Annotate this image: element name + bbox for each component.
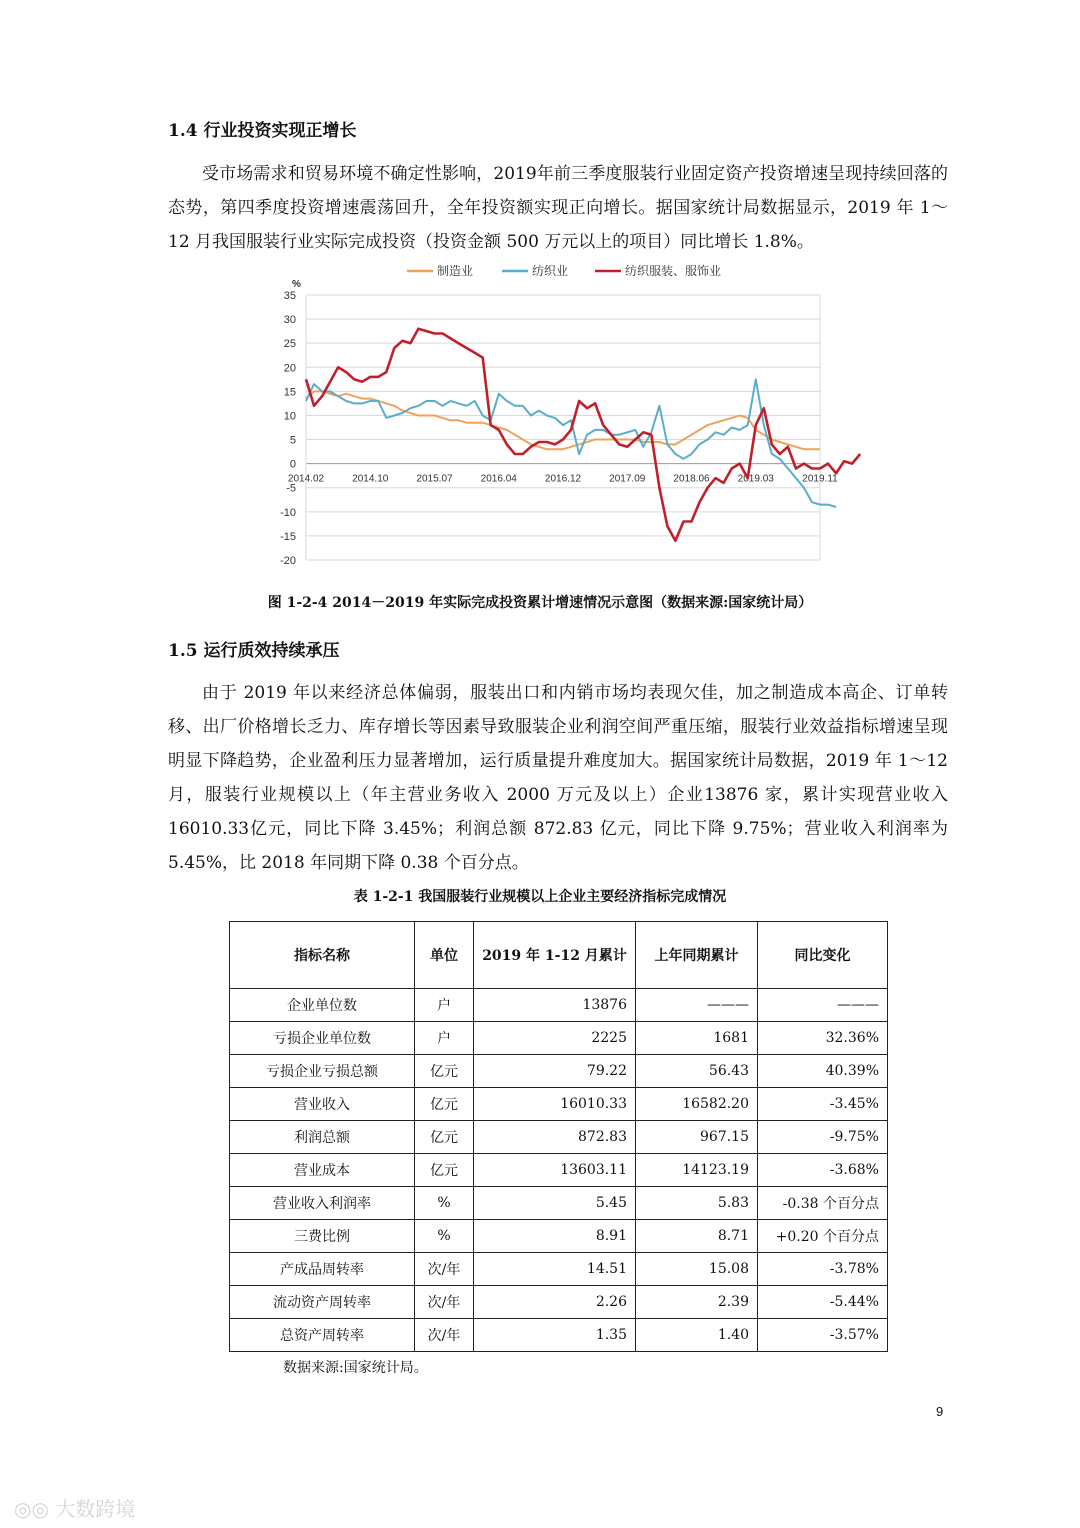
cell-current: 16010.33 — [474, 1088, 636, 1121]
y-tick-label: 10 — [283, 410, 296, 423]
x-tick-label: 2016.12 — [544, 473, 582, 485]
cell-indicator: 流动资产周转率 — [230, 1286, 415, 1319]
y-tick-label: 15 — [283, 386, 296, 399]
y-tick-label: 0 — [289, 458, 296, 471]
cell-unit: 亿元 — [415, 1055, 474, 1088]
cell-yoy: +0.20 个百分点 — [758, 1220, 888, 1253]
figure-caption: 图 1-2-4 2014－2019 年实际完成投资累计增速情况示意图（数据来源:国家统计局） — [267, 595, 813, 611]
y-tick-label: -15 — [280, 530, 296, 543]
cell-previous: 967.15 — [636, 1121, 758, 1154]
x-tick-label: 2014.10 — [352, 473, 389, 485]
x-tick-label: 2019.03 — [737, 473, 774, 485]
series-line-2 — [306, 329, 860, 541]
page-number: 9 — [936, 1404, 944, 1419]
cell-current: 2.26 — [474, 1286, 636, 1319]
watermark-logo — [14, 1493, 135, 1522]
cell-previous: 1.40 — [636, 1319, 758, 1352]
cell-previous: 14123.19 — [636, 1154, 758, 1187]
cell-yoy: 40.39% — [758, 1055, 888, 1088]
cell-unit: % — [415, 1220, 474, 1253]
cell-yoy: -3.68% — [758, 1154, 888, 1187]
cell-current: 5.45 — [474, 1187, 636, 1220]
table-row — [230, 1088, 888, 1121]
legend-label: 纺织服装、服饰业 — [625, 264, 722, 278]
cell-unit: 次/年 — [415, 1253, 474, 1286]
cell-unit: 亿元 — [415, 1088, 474, 1121]
legend-label: 制造业 — [437, 264, 474, 278]
y-tick-label: 20 — [283, 362, 296, 375]
cell-current: 1.35 — [474, 1319, 636, 1352]
y-tick-label: -10 — [280, 506, 296, 519]
table-row — [230, 1220, 888, 1253]
cell-previous: 5.83 — [636, 1187, 758, 1220]
cell-indicator: 利润总额 — [230, 1121, 415, 1154]
table-row — [230, 1154, 888, 1187]
section-1-4-title: 1.4 行业投资实现正增长 — [168, 121, 357, 141]
y-tick-label: -5 — [286, 482, 296, 495]
cell-indicator: 三费比例 — [230, 1220, 415, 1253]
cell-yoy: -9.75% — [758, 1121, 888, 1154]
y-tick-label: 30 — [283, 314, 296, 327]
table-caption: 表 1-2-1 我国服装行业规模以上企业主要经济指标完成情况 — [353, 889, 727, 905]
section-1-5-title: 1.5 运行质效持续承压 — [168, 641, 340, 661]
table-row — [230, 1022, 888, 1055]
header-current: 2019 年 1-12 月累计 — [474, 922, 636, 989]
y-tick-label: 5 — [289, 434, 296, 447]
cell-current: 79.22 — [474, 1055, 636, 1088]
cell-current: 872.83 — [474, 1121, 636, 1154]
table-row — [230, 1187, 888, 1220]
section-1-5-paragraph: 由于 2019 年以来经济总体偏弱，服装出口和内销市场均表现欠佳，加之制造成本高企、订单转移、出厂价格增长乏力、库存增长等因素导致服装企业利润空间严重压缩，服装行业效益指标增速呈现明显下降趋势，企业盈利压力显著增加，运行质量提升难度加大。据国家统计局数据，2019 年 1～12 月，服装行业规模以上（年主营业务收入 2000 万元及以上）企业13876 家，累计实现营业收入16010.33亿元，同比下降 3.45%；利润总额 872.83 亿元，同比下降 9.75%；营业收入利润率为 5.45%，比 2018 年同期下降 0.38 个百分点。 — [168, 683, 948, 873]
indicator-table — [229, 921, 888, 1352]
cell-previous: 1681 — [636, 1022, 758, 1055]
watermark-text: 大数跨境 — [55, 1497, 136, 1521]
table-row — [230, 1121, 888, 1154]
x-tick-label: 2016.04 — [480, 473, 517, 485]
legend-label: 纺织业 — [532, 264, 569, 278]
table-row — [230, 1253, 888, 1286]
table-row — [230, 1319, 888, 1352]
cell-indicator: 营业收入利润率 — [230, 1187, 415, 1220]
cell-yoy: -3.57% — [758, 1319, 888, 1352]
cell-unit: 次/年 — [415, 1319, 474, 1352]
table-row — [230, 1055, 888, 1088]
cell-indicator: 总资产周转率 — [230, 1319, 415, 1352]
y-tick-label: 25 — [283, 338, 296, 351]
cell-previous: ——— — [636, 989, 758, 1022]
cell-previous: 8.71 — [636, 1220, 758, 1253]
cell-unit: 亿元 — [415, 1154, 474, 1187]
table-row — [230, 1286, 888, 1319]
cell-yoy: 32.36% — [758, 1022, 888, 1055]
cell-indicator: 产成品周转率 — [230, 1253, 415, 1286]
cell-unit: 亿元 — [415, 1121, 474, 1154]
x-tick-label: 2019.11 — [802, 473, 838, 485]
table-row — [230, 989, 888, 1022]
x-tick-label: 2018.06 — [673, 473, 710, 485]
y-tick-label: -20 — [280, 555, 296, 567]
cell-current: 2225 — [474, 1022, 636, 1055]
cell-indicator: 亏损企业亏损总额 — [230, 1055, 415, 1088]
cell-unit: 次/年 — [415, 1286, 474, 1319]
cell-current: 13603.11 — [474, 1154, 636, 1187]
cell-current: 14.51 — [474, 1253, 636, 1286]
cell-yoy: -3.78% — [758, 1253, 888, 1286]
cell-previous: 15.08 — [636, 1253, 758, 1286]
x-tick-label: 2017.09 — [609, 473, 646, 485]
y-tick-label: 35 — [283, 290, 296, 302]
cell-indicator: 亏损企业单位数 — [230, 1022, 415, 1055]
section-1-4-paragraph: 受市场需求和贸易环境不确定性影响，2019年前三季度服装行业固定资产投资增速呈现持续回落的态势，第四季度投资增速震荡回升，全年投资额实现正向增长。据国家统计局数据显示，2019 年 1～12 月我国服装行业实际完成投资（投资金额 500 万元以上的项目）同比增长 1.8%。 — [168, 164, 948, 252]
cell-previous: 56.43 — [636, 1055, 758, 1088]
cell-unit: % — [415, 1187, 474, 1220]
cell-unit: 户 — [415, 1022, 474, 1055]
table-header-row — [230, 922, 888, 989]
cell-current: 13876 — [474, 989, 636, 1022]
source-note: 数据来源:国家统计局。 — [283, 1360, 428, 1376]
cell-indicator: 营业成本 — [230, 1154, 415, 1187]
cell-previous: 16582.20 — [636, 1088, 758, 1121]
cell-yoy: -5.44% — [758, 1286, 888, 1319]
cell-unit: 户 — [415, 989, 474, 1022]
x-tick-label: 2014.02 — [287, 473, 325, 485]
watermark-icon: ◎◎ — [14, 1497, 56, 1521]
cell-yoy: -3.45% — [758, 1088, 888, 1121]
cell-previous: 2.39 — [636, 1286, 758, 1319]
cell-indicator: 营业收入 — [230, 1088, 415, 1121]
x-tick-label: 2015.07 — [416, 473, 453, 485]
header-indicator: 指标名称 — [230, 922, 415, 989]
y-axis-unit-label: % — [292, 279, 301, 290]
header-previous: 上年同期累计 — [636, 922, 758, 989]
cell-yoy: -0.38 个百分点 — [758, 1187, 888, 1220]
cell-indicator: 企业单位数 — [230, 989, 415, 1022]
investment-growth-chart — [270, 258, 838, 576]
header-unit: 单位 — [415, 922, 474, 989]
cell-current: 8.91 — [474, 1220, 636, 1253]
header-yoy: 同比变化 — [758, 922, 888, 989]
cell-yoy: ——— — [758, 989, 888, 1022]
